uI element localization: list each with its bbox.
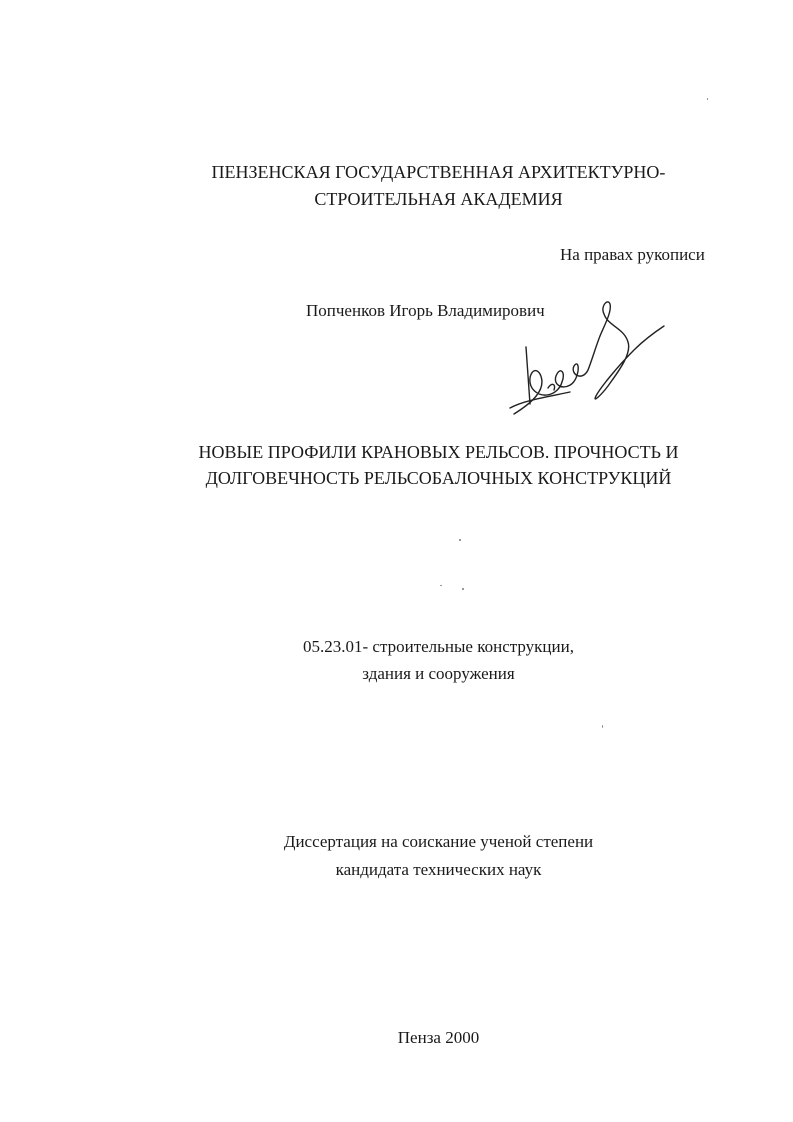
scan-speck xyxy=(440,585,442,586)
title-line-2: ДОЛГОВЕЧНОСТЬ РЕЛЬСОБАЛОЧНЫХ КОНСТРУКЦИЙ xyxy=(205,468,672,488)
scan-speck xyxy=(707,98,708,100)
institution-line-1: ПЕНЗЕНСКАЯ ГОСУДАРСТВЕННАЯ АРХИТЕКТУРНО- xyxy=(211,162,666,182)
institution-line-2: СТРОИТЕЛЬНАЯ АКАДЕМИЯ xyxy=(314,189,563,209)
dissertation-line-1: Диссертация на соискание ученой степени xyxy=(283,832,594,851)
specialty-line-1: 05.23.01- строительные конструкции, xyxy=(303,637,574,656)
city-year: Пенза 2000 xyxy=(397,1028,480,1047)
scan-speck xyxy=(602,725,603,728)
rights-note: На правах рукописи xyxy=(560,245,705,264)
scan-speck xyxy=(459,539,461,541)
dissertation-line-2: кандидата технических наук xyxy=(335,860,542,879)
scan-speck xyxy=(462,588,464,590)
title-line-1: НОВЫЕ ПРОФИЛИ КРАНОВЫХ РЕЛЬСОВ. ПРОЧНОСТЬ И xyxy=(198,442,679,462)
specialty-line-2: здания и сооружения xyxy=(362,664,515,683)
author-name: Попченков Игорь Владимирович xyxy=(306,301,545,320)
handwritten-signature xyxy=(500,292,670,422)
